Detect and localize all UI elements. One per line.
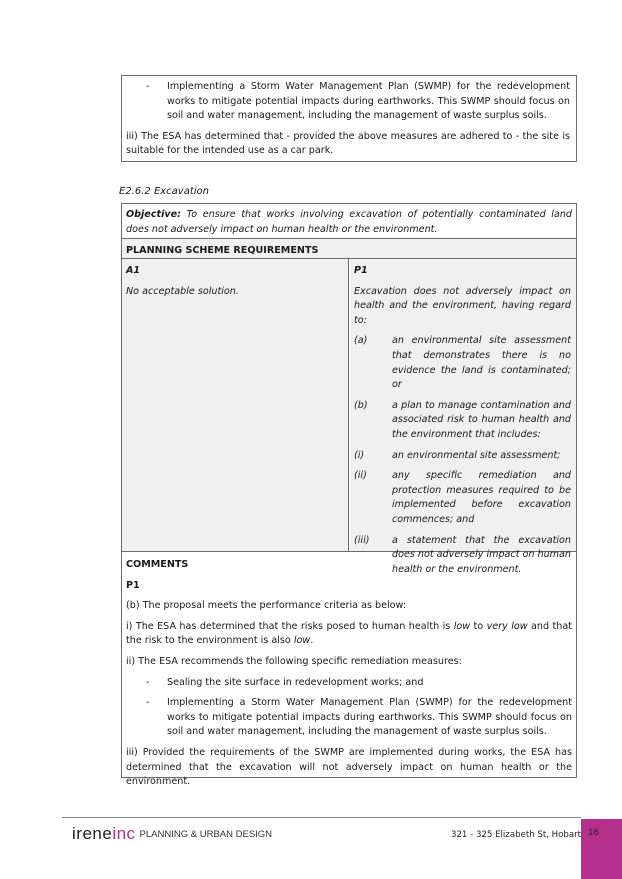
requirements-header: PLANNING SCHEME REQUIREMENTS (126, 245, 319, 256)
acceptable-heading: A1 (126, 265, 141, 276)
top-continuation-box (121, 75, 577, 162)
clause-b: (b) a plan to manage contamination and associated risk to human health and the environment that includes: (354, 399, 571, 440)
clause-a: (a) an environmental site assessment that demonstrates there is no evidence the land is contaminated; or (354, 335, 571, 391)
acceptable-solution-column (122, 259, 349, 551)
performance-criteria-column (350, 259, 576, 575)
performance-heading: P1 (354, 265, 368, 276)
footer-divider (62, 817, 581, 818)
clause-i: (i) an environmental site assessment; (354, 449, 561, 461)
remediation-bullet: - Sealing the site surface in redevelopment works; and (126, 676, 572, 691)
requirements-header-row (122, 239, 576, 259)
bullet-marker: - (146, 81, 150, 92)
logo-tagline: PLANNING & URBAN DESIGN (139, 829, 273, 840)
remediation-bullet: - Implementing a Storm Water Management Plan (SWMP) for the redevelopment works to mitigate potential impacts during earthworks. This SWMP should focus on soil and water management, including the management of waste surplus soils. (146, 697, 572, 738)
comment-line-i: i) The ESA has determined that the risks posed to human health is low to very low and that the risk to the environment is also low. (126, 620, 572, 647)
clause-iii: (iii) a statement that the excavation does not adversely impact on human health or the environment. (354, 534, 571, 575)
footer-address: 321 - 325 Elizabeth St, Hobart (451, 830, 582, 840)
objective-label: Objective: (126, 209, 181, 220)
comments-subheading: P1 (126, 579, 140, 591)
company-logo (72, 824, 272, 844)
bullet-marker: - (146, 697, 150, 709)
bullet-marker: - (146, 676, 150, 688)
requirements-table (121, 203, 577, 788)
performance-intro: Excavation does not adversely impact on health and the environment, having regard to: (354, 285, 571, 326)
objective-row (122, 204, 576, 239)
comment-line-b: (b) The proposal meets the performance criteria as below: (126, 600, 407, 612)
comments-heading: COMMENTS (126, 559, 189, 570)
logo-wordmark-part2: inc (112, 824, 136, 843)
acceptable-text: No acceptable solution. (126, 285, 239, 297)
objective-body: To ensure that works involving excavation of potentially contaminated land does not adversely impact on human health or the environment. (126, 209, 572, 235)
section-heading: E2.6.2 Excavation (119, 186, 210, 197)
comment-line-iii: iii) Provided the requirements of the SWMP are implemented during works, the ESA has determined that the excavation will not adversely impact on human health or the environment. (126, 746, 572, 788)
clause-ii: (ii) any specific remediation and protection measures required to be implemented before excavation commences; and (354, 470, 571, 525)
logo-wordmark-part1: irene (72, 824, 113, 843)
bullet-item (126, 80, 570, 124)
comment-line-ii: ii) The ESA recommends the following specific remediation measures: (126, 655, 462, 667)
bullet-text: Implementing a Storm Water Management Plan (SWMP) for the redevelopment works to mitigate potential impacts during earthworks. This SWMP should focus on soil and water management, including the management of waste surplus soils. (167, 81, 570, 122)
objective-text (126, 208, 572, 237)
comments-section (122, 552, 576, 790)
page-number: 16 (588, 828, 599, 838)
conclusion-text: iii) The ESA has determined that - provided the above measures are adhered to - the site is suitable for the intended use as a car park. (126, 130, 570, 157)
